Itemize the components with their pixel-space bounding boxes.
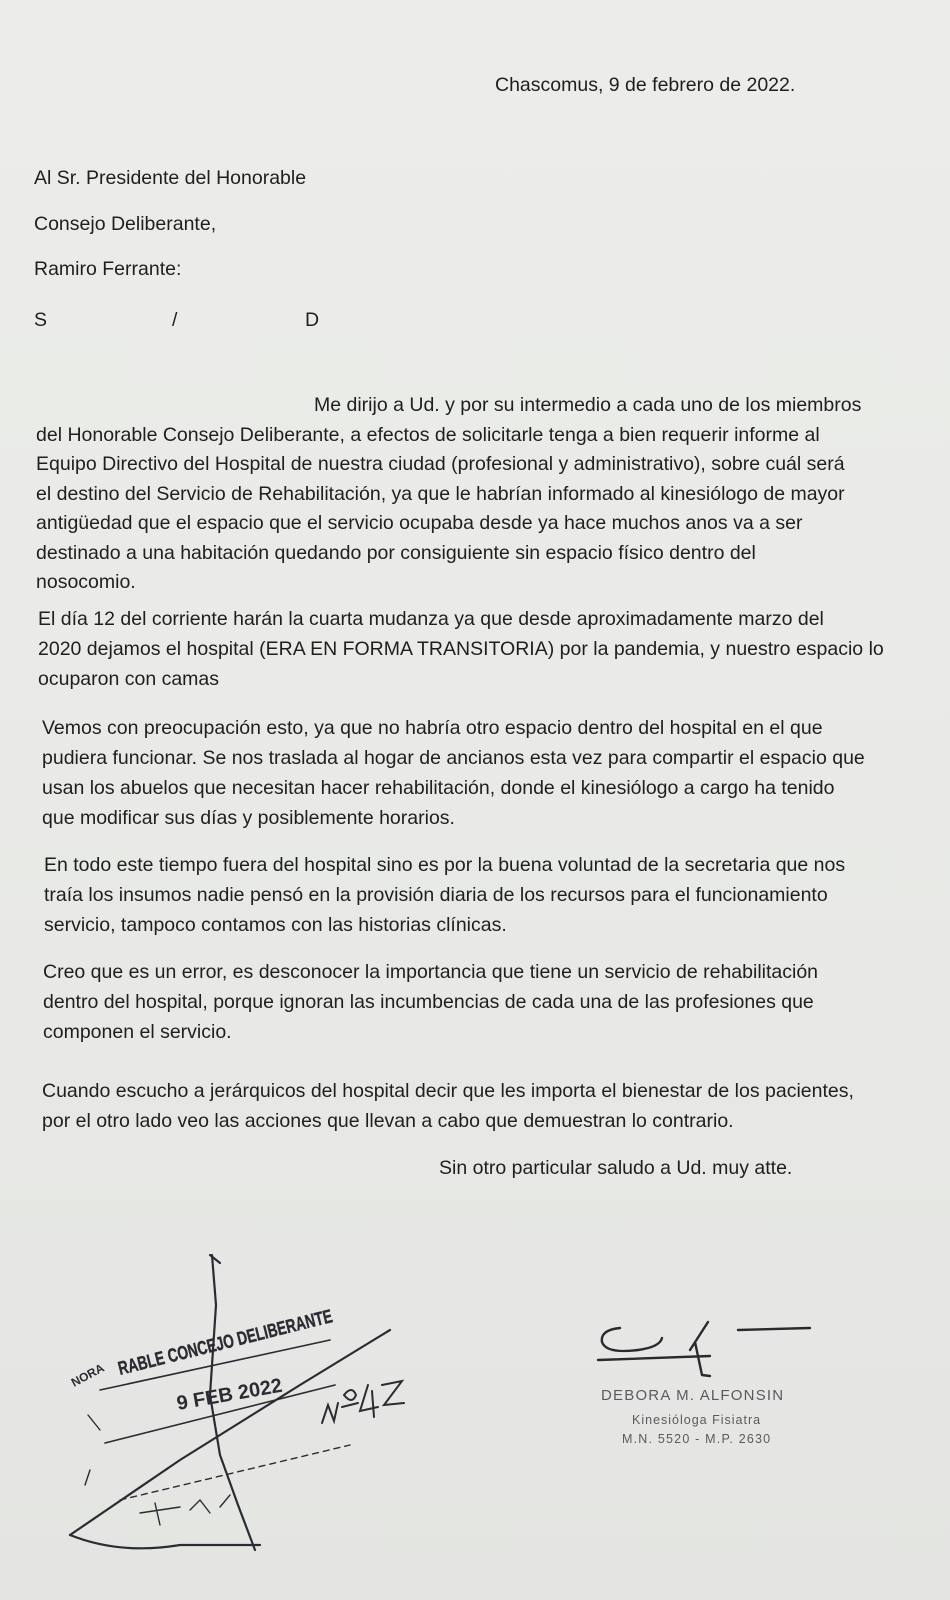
recipient-line-2: Consejo Deliberante, (34, 213, 217, 235)
paragraph-line: que modificar sus días y posiblemente horarios. (42, 807, 455, 829)
body-paragraph-2 (38, 604, 884, 694)
salutation-s: S (34, 309, 48, 331)
body-paragraph-5 (43, 957, 818, 1047)
body-paragraph-6 (42, 1076, 854, 1136)
signature-title: Kinesióloga Fisiatra (632, 1413, 762, 1427)
body-paragraph-4 (44, 850, 845, 940)
paragraph-line: 2020 dejamos el hospital (ERA EN FORMA TRANSITORIA) por la pandemia, y nuestro espacio lo (38, 638, 884, 660)
body-paragraph-3 (42, 713, 865, 833)
salutation-d: D (305, 309, 320, 331)
signature-registration: M.N. 5520 - M.P. 2630 (622, 1432, 772, 1446)
body-paragraph-1 (36, 391, 916, 598)
paragraph-line: Vemos con preocupación esto, ya que no habría otro espacio dentro del hospital en el que (42, 717, 823, 739)
paragraph-line: por el otro lado veo las acciones que llevan a cabo que demuestran lo contrario. (42, 1110, 734, 1132)
paragraph-line: Cuando escucho a jerárquicos del hospital decir que les importa el bienestar de los pacientes, (42, 1080, 854, 1102)
paragraph-line: En todo este tiempo fuera del hospital sino es por la buena voluntad de la secretaria que nos (44, 854, 846, 876)
closing-line: Sin otro particular saludo a Ud. muy atte. (439, 1157, 793, 1179)
paragraph-line: dentro del hospital, porque ignoran las incumbencias de cada una de las profesiones que (43, 991, 814, 1013)
paragraph-line: servicio, tampoco contamos con las historias clínicas. (44, 914, 507, 936)
paragraph-line: del Honorable Consejo Deliberante, a efectos de solicitarle tenga a bien requerir informe al (36, 423, 820, 446)
signature-name: DEBORA M. ALFONSIN (601, 1387, 785, 1404)
paragraph-line: componen el servicio. (43, 1021, 232, 1043)
paragraph-line: usan los abuelos que necesitan hacer rehabilitación, donde el kinesiólogo a cargo ha tenido (42, 777, 835, 799)
stamp-edge-text: NORA (68, 1360, 107, 1390)
paragraph-line: Me dirijo a Ud. y por su intermedio a cada uno de los miembros (314, 394, 862, 416)
date-line: Chascomus, 9 de febrero de 2022. (495, 74, 796, 96)
paragraph-line: traía los insumos nadie pensó en la provisión diaria de los recursos para el funcionamiento (44, 884, 828, 906)
recipient-line-3: Ramiro Ferrante: (34, 258, 182, 280)
paragraph-line: ocuparon con camas (38, 668, 220, 690)
stamp-council-text: RABLE CONCEJO DELIBERANTE (116, 1285, 418, 1380)
paragraph-line: Creo que es un error, es desconocer la importancia que tiene un servicio de rehabilitación (43, 961, 819, 983)
paragraph-line: Equipo Directivo del Hospital de nuestra ciudad (profesional y administrativo), sobre cuál será (36, 453, 845, 475)
paragraph-line: el destino del Servicio de Rehabilitación, ya que le habrían informado al kinesiólogo de mayor (36, 482, 845, 505)
paragraph-line: destinado a una habitación quedando por consiguiente sin espacio físico dentro del (36, 541, 756, 564)
paragraph-line: nosocomio. (36, 571, 136, 593)
paragraph-line: El día 12 del corriente harán la cuarta mudanza ya que desde aproximadamente marzo del (38, 608, 824, 630)
stamp-date: 9 FEB 2022 (175, 1374, 284, 1415)
recipient-line-1: Al Sr. Presidente del Honorable (34, 167, 307, 189)
paragraph-line: antigüedad que el espacio que el servicio ocupaba desde ya hace muchos anos va a ser (36, 512, 803, 534)
paragraph-line: pudiera funcionar. Se nos traslada al hogar de ancianos esta vez para compartir el espacio que (42, 747, 865, 769)
reception-stamp (60, 1245, 420, 1575)
salutation-slash: / (172, 309, 178, 331)
